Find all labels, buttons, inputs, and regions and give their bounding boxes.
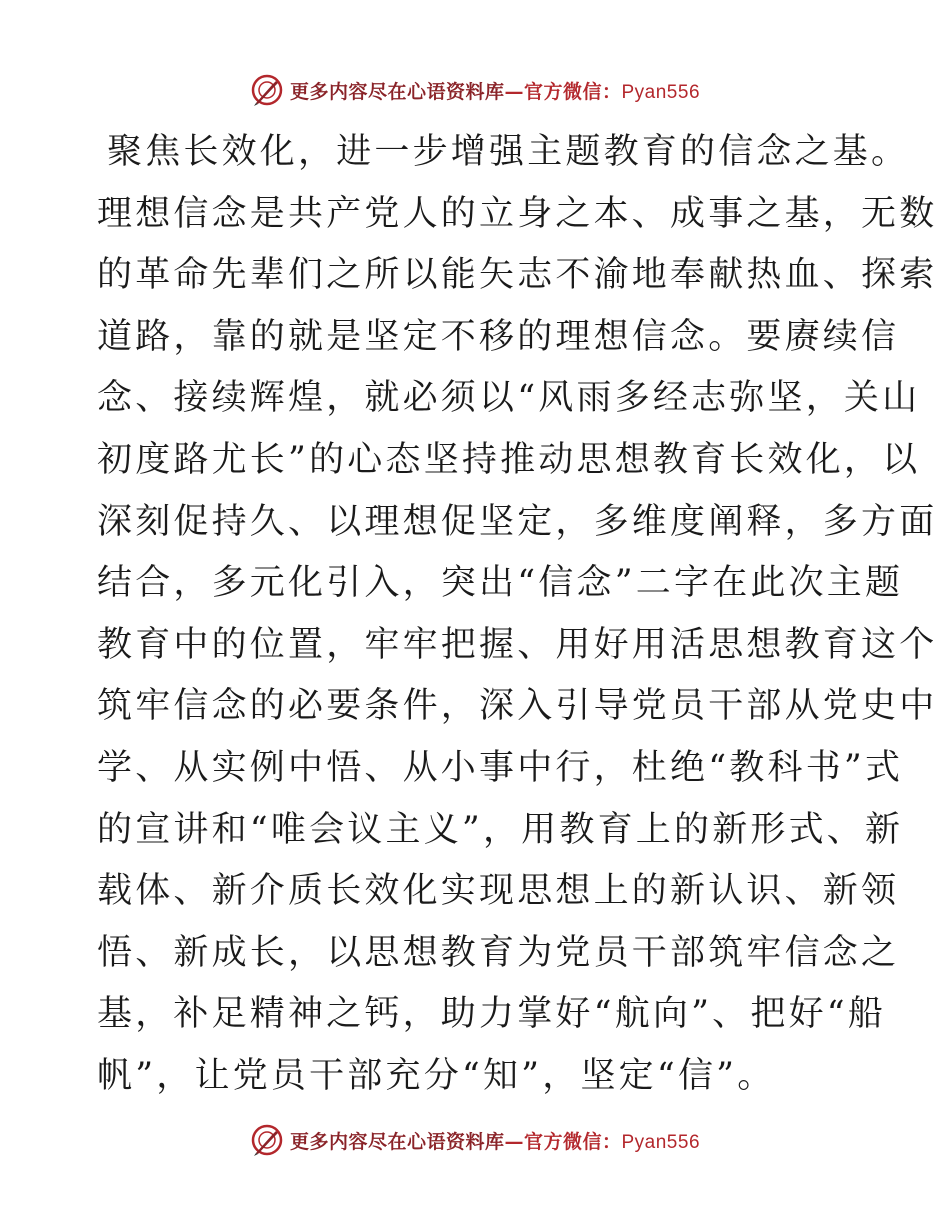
document-body <box>97 122 938 1108</box>
header-banner <box>0 70 950 110</box>
paragraph-line: 初度路尤长”的心态坚持推动思想教育长效化，以 <box>97 439 921 480</box>
header-wechat-label: 官方微信： <box>523 80 622 103</box>
paragraph-heading-line: 聚焦长效化，进一步增强主题教育的信念之基。 <box>107 132 910 172</box>
paragraph-line: 学、从实例中悟、从小事中行，杜绝“教科书”式 <box>97 747 904 788</box>
footer-brand-text: 更多内容尽在心语资料库 <box>289 1130 505 1153</box>
paragraph-line: 结合，多元化引入，突出“信念”二字在此次主题 <box>97 563 904 604</box>
paragraph-line: 悟、新成长，以思想教育为党员干部筑牢信念之 <box>97 932 900 973</box>
paragraph-line: 的革命先辈们之所以能矢志不渝地奉献热血、探索 <box>97 255 938 296</box>
pen-logo-icon <box>250 1123 284 1157</box>
footer-banner-text <box>290 1127 700 1154</box>
paragraph-line: 筑牢信念的必要条件，深入引导党员干部从党史中 <box>97 686 938 727</box>
pen-logo-icon <box>250 73 284 107</box>
paragraph-line: 念、接续辉煌，就必须以“风雨多经志弥坚，关山 <box>97 378 921 419</box>
paragraph-line: 载体、新介质长效化实现思想上的新认识、新领 <box>97 871 900 912</box>
paragraph-line: 基，补足精神之钙，助力掌好“航向”、把好“船 <box>97 994 887 1035</box>
paragraph-line: 道路，靠的就是坚定不移的理想信念。要赓续信 <box>97 316 900 357</box>
header-dash: — <box>504 80 524 103</box>
header-banner-text <box>290 77 700 104</box>
paragraph-line: 的宣讲和“唯会议主义”，用教育上的新形式、新 <box>97 809 904 850</box>
footer-wechat-label: 官方微信： <box>523 1130 622 1153</box>
footer-banner-content <box>250 1123 700 1157</box>
footer-banner <box>0 1120 950 1160</box>
footer-wechat-id: Pyan556 <box>621 1131 701 1153</box>
header-banner-content <box>250 73 700 107</box>
footer-dash: — <box>504 1130 524 1153</box>
paragraph-line: 深刻促持久、以理想促坚定，多维度阐释，多方面 <box>97 501 938 542</box>
header-brand-text: 更多内容尽在心语资料库 <box>289 80 505 103</box>
paragraph-line: 教育中的位置，牢牢把握、用好用活思想教育这个 <box>97 624 938 665</box>
paragraph-line: 帆”，让党员干部充分“知”，坚定“信”。 <box>97 1055 776 1096</box>
paragraph-line: 理想信念是共产党人的立身之本、成事之基，无数 <box>97 193 938 234</box>
header-wechat-id: Pyan556 <box>621 81 701 103</box>
